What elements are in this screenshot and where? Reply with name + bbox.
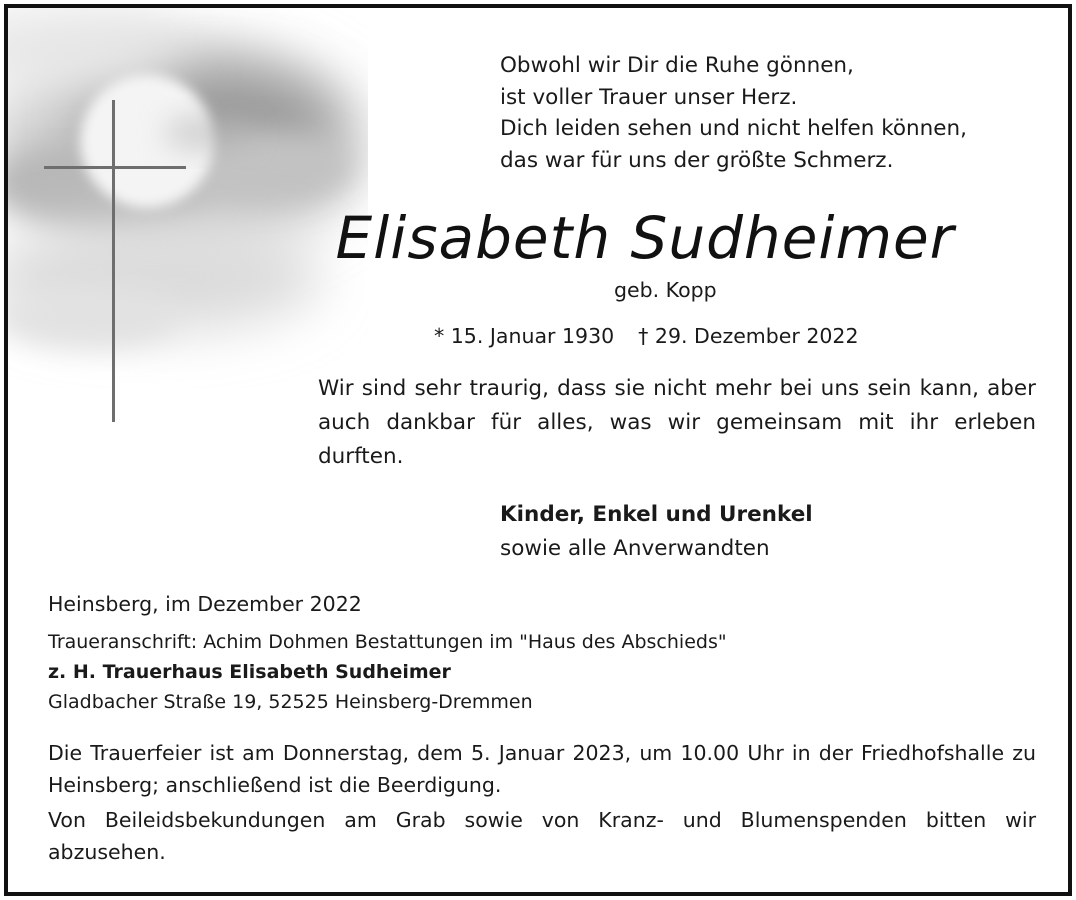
family-signature (500, 498, 813, 566)
funeral-details (48, 738, 1036, 872)
death-date: † 29. Dezember 2022 (638, 324, 859, 348)
mourning-message: Wir sind sehr traurig, dass sie nicht mehr bei uns sein kann, aber auch dankbar für alles, was wir gemeinsam mit ihr erleben durften. (318, 376, 1036, 469)
poem-line: das war für uns der größte Schmerz. (500, 147, 894, 173)
obituary-notice (4, 4, 1072, 896)
poem-line: ist voller Trauer unser Herz. (500, 84, 798, 110)
maiden-name: geb. Kopp (614, 278, 717, 302)
donation-request: Von Beileidsbekundungen am Grab sowie von Kranz- und Blumenspenden bitten wir abzusehen. (48, 808, 1036, 864)
poem-line: Obwohl wir Dir die Ruhe gönnen, (500, 53, 854, 78)
poem-line: Dich leiden sehen und nicht helfen können, (500, 116, 967, 141)
poem (500, 50, 967, 176)
birth-date: * 15. Januar 1930 (434, 324, 615, 348)
address-street: Gladbacher Straße 19, 52525 Heinsberg-Dremmen (48, 691, 533, 713)
family-secondary: sowie alle Anverwandten (500, 536, 770, 561)
address-line: Traueranschrift: Achim Dohmen Bestattungen im "Haus des Abschieds" (48, 631, 727, 653)
address-recipient: z. H. Trauerhaus Elisabeth Sudheimer (48, 661, 451, 683)
ceremony-info: Die Trauerfeier ist am Donnerstag, dem 5. Januar 2023, um 10.00 Uhr in der Friedhofshalle zu Heinsberg; anschließend ist die Beerdigung. (48, 741, 1036, 797)
mourning-address (48, 627, 727, 717)
family-primary: Kinder, Enkel und Urenkel (500, 502, 813, 527)
life-dates (434, 324, 859, 348)
deceased-name: Elisabeth Sudheimer (335, 204, 955, 272)
place-date: Heinsberg, im Dezember 2022 (48, 592, 362, 616)
